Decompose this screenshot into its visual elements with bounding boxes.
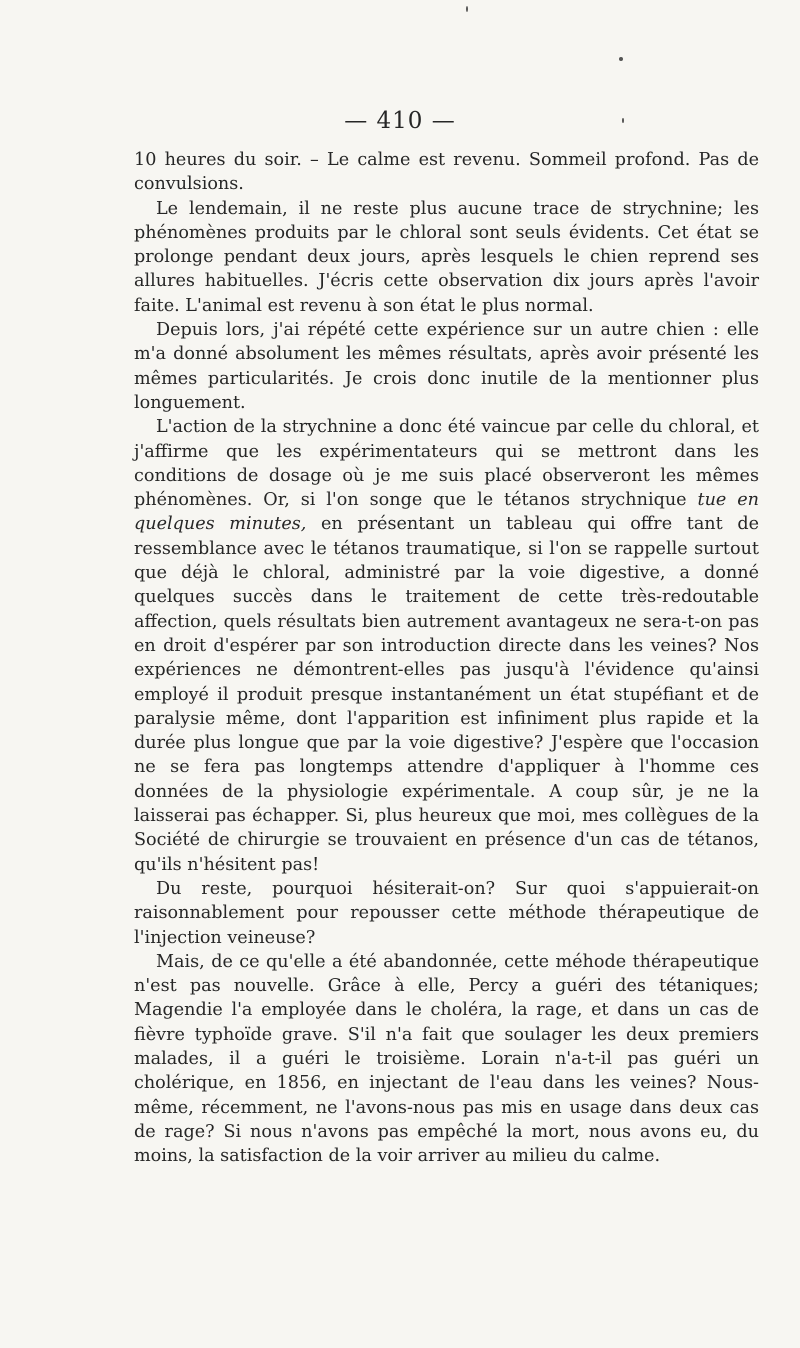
paragraph	[134, 318, 759, 415]
paragraph	[134, 877, 759, 950]
scan-speck	[619, 57, 623, 61]
text-run: Du reste, pourquoi hésiterait-on? Sur quoi s'appuierait-on raisonnablement pour repousser cette méthode thérapeutique de l'injection veineuse?	[134, 878, 759, 948]
page-number: — 410 —	[344, 108, 456, 134]
text-run: en présentant un tableau qui offre tant de ressemblance avec le tétanos traumatique, si l'on se rappelle surtout que déjà le chloral, administré par la voie digestive, a donné quelques succès dans le traitement de cette très-redoutable affection, quels résultats bien autrement avantageux ne sera-t-on pas en droit d'espérer par son introduction directe dans les veines? Nos expériences ne démontrent-elles pas jusqu'à l'évidence qu'ainsi employé il produit presque instantanément un état stupéfiant et de paralysie même, dont l'apparition est infiniment plus rapide et la durée plus longue que par la voie digestive? J'espère que l'occasion ne se fera pas longtemps attendre d'appliquer à l'homme ces données de la physiologie expérimentale. A coup sûr, je ne la laisserai pas échapper. Si, plus heureux que moi, mes collègues de la Société de chirurgie se trouvaient en présence d'un cas de tétanos, qu'ils n'hésitent pas!	[134, 514, 759, 875]
text-run: 10 heures du soir. – Le calme est revenu. Sommeil profond. Pas de convulsions.	[134, 150, 759, 195]
paragraph	[134, 950, 759, 1169]
body-text	[134, 148, 759, 1168]
text-run: Depuis lors, j'ai répété cette expérience sur un autre chien : elle m'a donné absolument les mêmes résultats, après avoir présenté les mêmes particularités. Je crois donc inutile de la mentionner plus longuement.	[134, 320, 759, 413]
scan-speck	[622, 118, 624, 123]
scan-speck	[466, 6, 468, 12]
paragraph	[134, 197, 759, 318]
text-run: Mais, de ce qu'elle a été abandonnée, cette méhode thérapeutique n'est pas nouvelle. Grâce à elle, Percy a guéri des tétaniques; Magendie l'a employée dans le choléra, la rage, et dans un cas de fièvre typhoïde grave. S'il n'a fait que soulager les deux premiers malades, il a guéri le troisième. Lorain n'a-t-il pas guéri un cholérique, en 1856, en injectant de l'eau dans les veines? Nous-même, récemment, ne l'avons-nous pas mis en usage dans deux cas de rage? Si nous n'avons pas empêché la mort, nous avons eu, du moins, la satisfaction de la voir arriver au milieu du calme.	[134, 951, 759, 1167]
text-run: Le lendemain, il ne reste plus aucune trace de strychnine; les phénomènes produits par le chloral sont seuls évidents. Cet état se prolonge pendant deux jours, après lesquels le chien reprend ses allures habituelles. J'écris cette observation dix jours après l'avoir faite. L'animal est revenu à son état le plus normal.	[134, 198, 759, 316]
paragraph	[134, 148, 759, 197]
italic-text: tue en quelques minutes,	[134, 490, 759, 535]
text-run: L'action de la strychnine a donc été vaincue par celle du chloral, et j'affirme que les expérimentateurs qui se mettront dans les conditions de dosage où je me suis placé observeront les mêmes phénomènes. Or, si l'on songe que le tétanos strychnique	[134, 417, 759, 511]
paragraph	[134, 415, 759, 877]
